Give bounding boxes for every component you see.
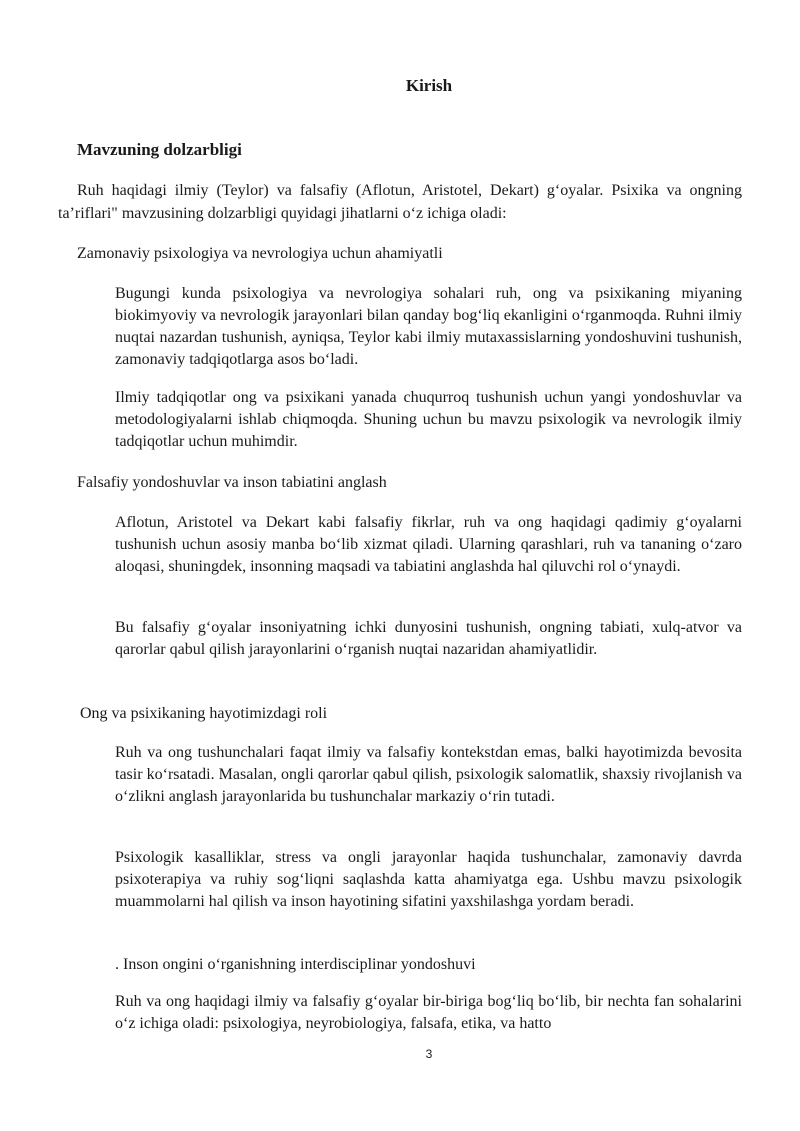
page-title: Kirish xyxy=(405,76,453,95)
subsection-heading: . Inson ongini o‘rganishning interdisciplinar yondoshuvi xyxy=(115,956,476,973)
paragraph: Bu falsafiy g‘oyalar insoniyatning ichki dunyosini tushunish, ongning tabiati, xulq-atvor va qarorlar qabul qilish jarayonlarini o‘rganish nuqtai nazaridan ahamiyatlidir. xyxy=(115,619,742,658)
paragraph: Ruh va ong haqidagi ilmiy va falsafiy g‘oyalar bir-biriga bog‘liq bo‘lib, bir nechta fan sohalarini o‘z ichiga oladi: psixologiya, neyrobiologiya, falsafa, etika, va hatto xyxy=(115,993,742,1032)
subsection-heading: Ong va psixikaning hayotimizdagi roli xyxy=(80,705,328,722)
intro-paragraph: Ruh haqidagi ilmiy (Teylor) va falsafiy (Aflotun, Aristotel, Dekart) g‘oyalar. Psixika va ongning ta’riflari" mavzusining dolzarbligi quyidagi jihatlarni o‘z ichiga oladi: xyxy=(58,182,742,222)
paragraph: Ilmiy tadqiqotlar ong va psixikani yanada chuqurroq tushunish uchun yangi yondoshuvlar va metodologiyalarni ishlab chiqmoqda. Shuning uchun bu mavzu psixologik va nevrologik ilmiy tadqiqotlar uchun muhimdir. xyxy=(115,389,742,450)
paragraph: Bugungi kunda psixologiya va nevrologiya sohalari ruh, ong va psixikaning miyaning biokimyoviy va nevrologik jarayonlari bilan qanday bog‘liq ekanligini o‘rganmoqda. Ruhni ilmiy nuqtai nazardan tushunish, ayniqsa, Teylor kabi ilmiy mutaxassislarning yondoshuvini tushunish, zamonaviy tadqiqotlarga asos bo‘ladi. xyxy=(115,285,742,368)
page-number: 3 xyxy=(425,1047,433,1061)
subsection-heading: Falsafiy yondoshuvlar va inson tabiatini anglash xyxy=(77,474,387,491)
subsection-heading: Zamonaviy psixologiya va nevrologiya uchun ahamiyatli xyxy=(77,245,443,262)
paragraph: Psixologik kasalliklar, stress va ongli jarayonlar haqida tushunchalar, zamonaviy davrda psixoterapiya va ruhiy sog‘liqni saqlashda katta ahamiyatga ega. Ushbu mavzu psixologik muammolarni hal qilish va inson hayotining sifatini yaxshilashga yordam beradi. xyxy=(115,849,742,910)
paragraph: Aflotun, Aristotel va Dekart kabi falsafiy fikrlar, ruh va ong haqidagi qadimiy g‘oyalarni tushunish uchun asosiy manba bo‘lib xizmat qiladi. Ularning qarashlari, ruh va tananing o‘zaro aloqasi, shuningdek, insonning maqsadi va tabiatini anglashda hal qiluvchi rol o‘ynaydi. xyxy=(115,514,742,575)
paragraph: Ruh va ong tushunchalari faqat ilmiy va falsafiy kontekstdan emas, balki hayotimizda bevosita tasir ko‘rsatadi. Masalan, ongli qarorlar qabul qilish, psixologik salomatlik, shaxsiy rivojlanish va o‘zlikni anglash jarayonlarida bu tushunchalar markaziy o‘rin tutadi. xyxy=(115,744,742,805)
section-heading: Mavzuning dolzarbligi xyxy=(77,140,242,159)
